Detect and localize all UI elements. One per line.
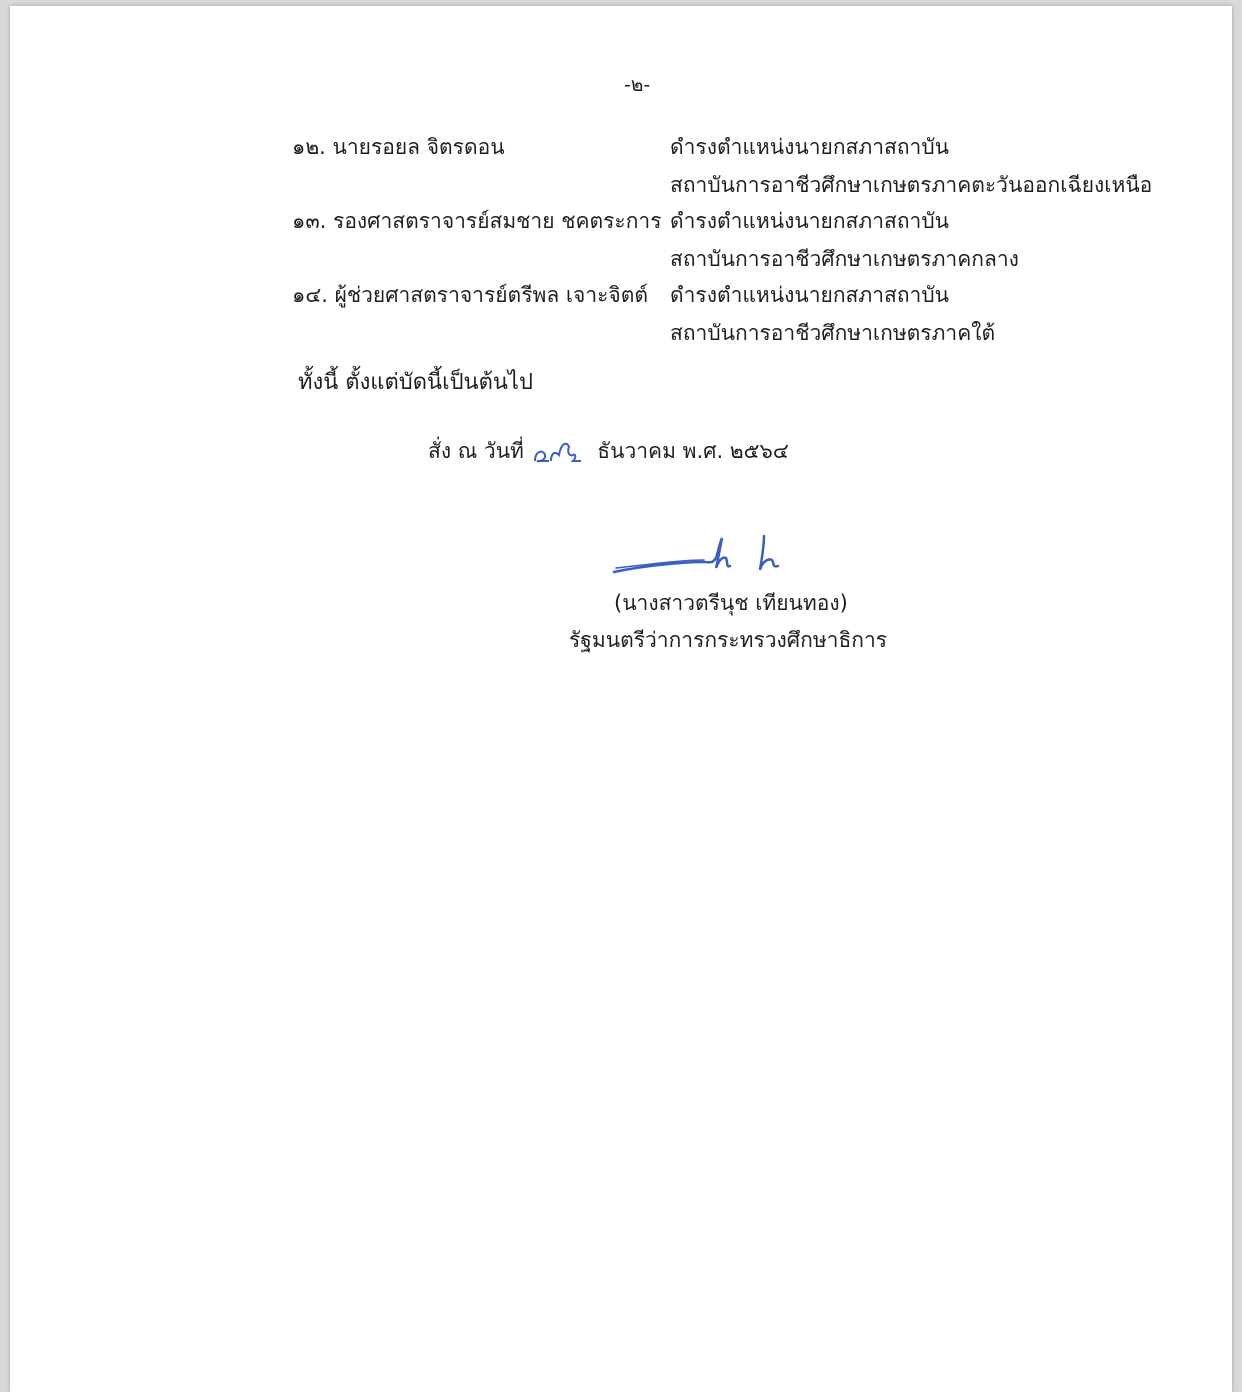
institution-line: สถาบันการอาชีวศึกษาเกษตรภาคตะวันออกเฉียงเหนือ: [670, 173, 1153, 197]
signer-position: รัฐมนตรีว่าการกระทรวงศึกษาธิการ: [569, 628, 888, 652]
effective-date-text: ทั้งนี้ ตั้งแต่บัดนี้เป็นต้นไป: [298, 370, 533, 395]
page-number: -๒-: [624, 74, 651, 96]
appointee-name: ๑๓. รองศาสตราจารย์สมชาย ชคตระการ: [292, 209, 662, 233]
signer-name: (นางสาวตรีนุช เทียนทอง): [614, 591, 848, 615]
order-date: [428, 438, 789, 465]
institution-line: สถาบันการอาชีวศึกษาเกษตรภาคกลาง: [670, 247, 1019, 271]
appointee-name: ๑๒. นายรอยล จิตรดอน: [292, 135, 505, 159]
institution-line: สถาบันการอาชีวศึกษาเกษตรภาคใต้: [670, 321, 996, 345]
handwritten-day: [533, 439, 585, 465]
order-date-prefix: สั่ง ณ วันที่: [428, 439, 524, 463]
appointment-line: ดำรงตำแหน่งนายกสภาสถาบัน: [670, 209, 950, 233]
minister-signature: [612, 528, 792, 586]
document-page: [10, 6, 1232, 1392]
appointee-name: ๑๔. ผู้ช่วยศาสตราจารย์ตรีพล เจาะจิตต์: [292, 283, 648, 307]
appointment-line: ดำรงตำแหน่งนายกสภาสถาบัน: [670, 283, 950, 307]
appointment-line: ดำรงตำแหน่งนายกสภาสถาบัน: [670, 135, 950, 159]
order-date-suffix: ธันวาคม พ.ศ. ๒๕๖๔: [597, 439, 789, 463]
